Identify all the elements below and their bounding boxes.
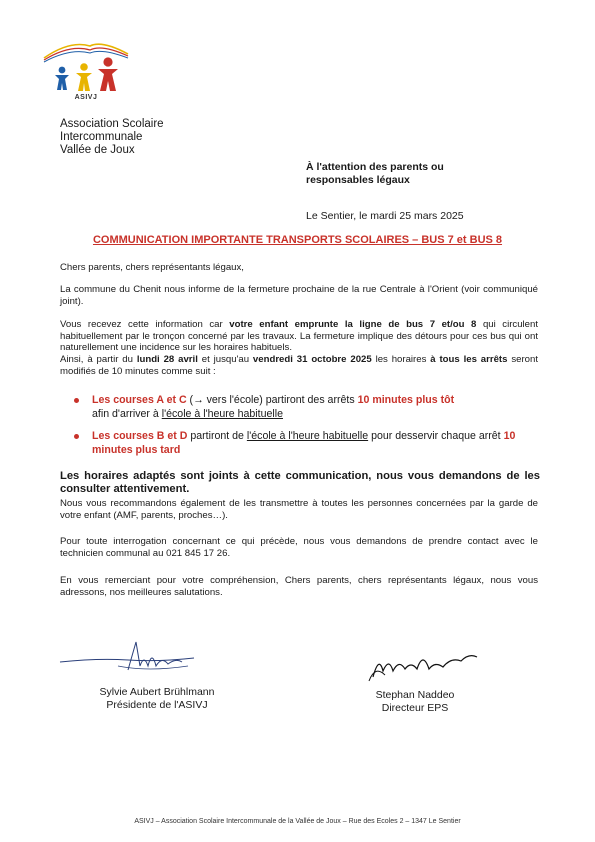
text-emphasis: à tous les arrêts [430, 354, 508, 365]
time-shift: 10 minutes plus tôt [357, 394, 455, 406]
text: (→ vers l'école) partiront des arrêts [186, 394, 358, 406]
text-underlined: l'école à l'heure habituelle [246, 430, 369, 442]
page-footer: ASIVJ – Association Scolaire Intercommunale de la Vallée de Joux – Rue des Ecoles 2 – 1347 Le Sentier [134, 818, 461, 825]
text-emphasis: votre enfant emprunte la ligne de bus 7 et/ou 8 [229, 319, 477, 330]
text: afin d'arriver à [92, 408, 162, 420]
text: qui circulent habituellement par le tronçon concerné par les travaux. La fermeture implique des détours pour ces bus qui ont naturellement une incidence sur les horaires habituels. [60, 319, 539, 354]
bullet-text [92, 393, 536, 421]
important-notice: Les horaires adaptés sont joints à cette communication, nous vous demandons de les consulter attentivement. [60, 470, 540, 495]
courses-label: Les courses B et D [92, 430, 188, 442]
salutation: Chers parents, chers représentants légaux, [60, 262, 244, 273]
recipient-line: À l'attention des parents ou [306, 161, 444, 173]
signatory-name: Sylvie Aubert Brühlmann [99, 686, 215, 698]
time-shift: 10 minutes plus tard [92, 430, 516, 456]
signatory-name: Stephan Naddeo [375, 689, 455, 701]
recipient-line: responsables légaux [306, 174, 410, 186]
bullet-icon [74, 434, 79, 439]
start-date: lundi 28 avril [136, 354, 198, 365]
letter-subject: COMMUNICATION IMPORTANTE TRANSPORTS SCOLAIRES – BUS 7 et BUS 8 [92, 234, 503, 246]
text: seront modifiés de 10 minutes comme suit : [60, 354, 538, 377]
signatory-right [345, 689, 485, 715]
logo-text: ASIVJ [74, 94, 98, 101]
logo-graphic-icon [40, 38, 132, 94]
signatory-role: Présidente de l'ASIVJ [106, 699, 208, 711]
text: Vous recevez cette information car [60, 319, 230, 330]
text: les horaires [371, 354, 431, 365]
bullet-item [74, 429, 536, 459]
text-underlined: l'école à l'heure habituelle [161, 408, 283, 420]
bullet-item [74, 393, 536, 423]
text: et jusqu'au [197, 354, 253, 365]
bullet-icon [74, 398, 79, 403]
paragraph-recommendation: Nous vous recommandons également de les transmettre à toutes les personnes concernées par la garde de votre enfant (AMF, parents, proches…). [60, 498, 538, 521]
courses-label: Les courses A et C [92, 394, 187, 406]
signatory-left [62, 686, 252, 712]
paragraph-period [60, 354, 538, 377]
sender-line: Association Scolaire [60, 118, 164, 130]
text: partiront de [187, 430, 247, 442]
paragraph-contact: Pour toute interrogation concernant ce qui précède, nous vous demandons de prendre contact avec le technicien communal au 021 845 17 26. [60, 536, 538, 559]
paragraph-reason [60, 319, 538, 354]
text: Ainsi, à partir du [60, 354, 137, 365]
signature-right-icon [365, 645, 485, 685]
signatory-role: Directeur EPS [381, 702, 449, 714]
text: pour desservir chaque arrêt [368, 430, 504, 442]
recipient-block [306, 161, 444, 187]
sender-line: Vallée de Joux [60, 144, 135, 156]
bullet-text [92, 429, 536, 457]
end-date: vendredi 31 octobre 2025 [252, 354, 372, 365]
letter-date: Le Sentier, le mardi 25 mars 2025 [306, 210, 464, 222]
sender-line: Intercommunale [60, 131, 143, 143]
signature-left-icon [58, 636, 198, 678]
paragraph-closing: En vous remerciant pour votre compréhension, Chers parents, chers représentants légaux, nous vous adressons, nos meilleures salutations. [60, 575, 538, 598]
sender-address [60, 118, 164, 157]
paragraph-closure: La commune du Chenit nous informe de la fermeture prochaine de la rue Centrale à l'Orient (voir communiqué joint). [60, 284, 538, 307]
